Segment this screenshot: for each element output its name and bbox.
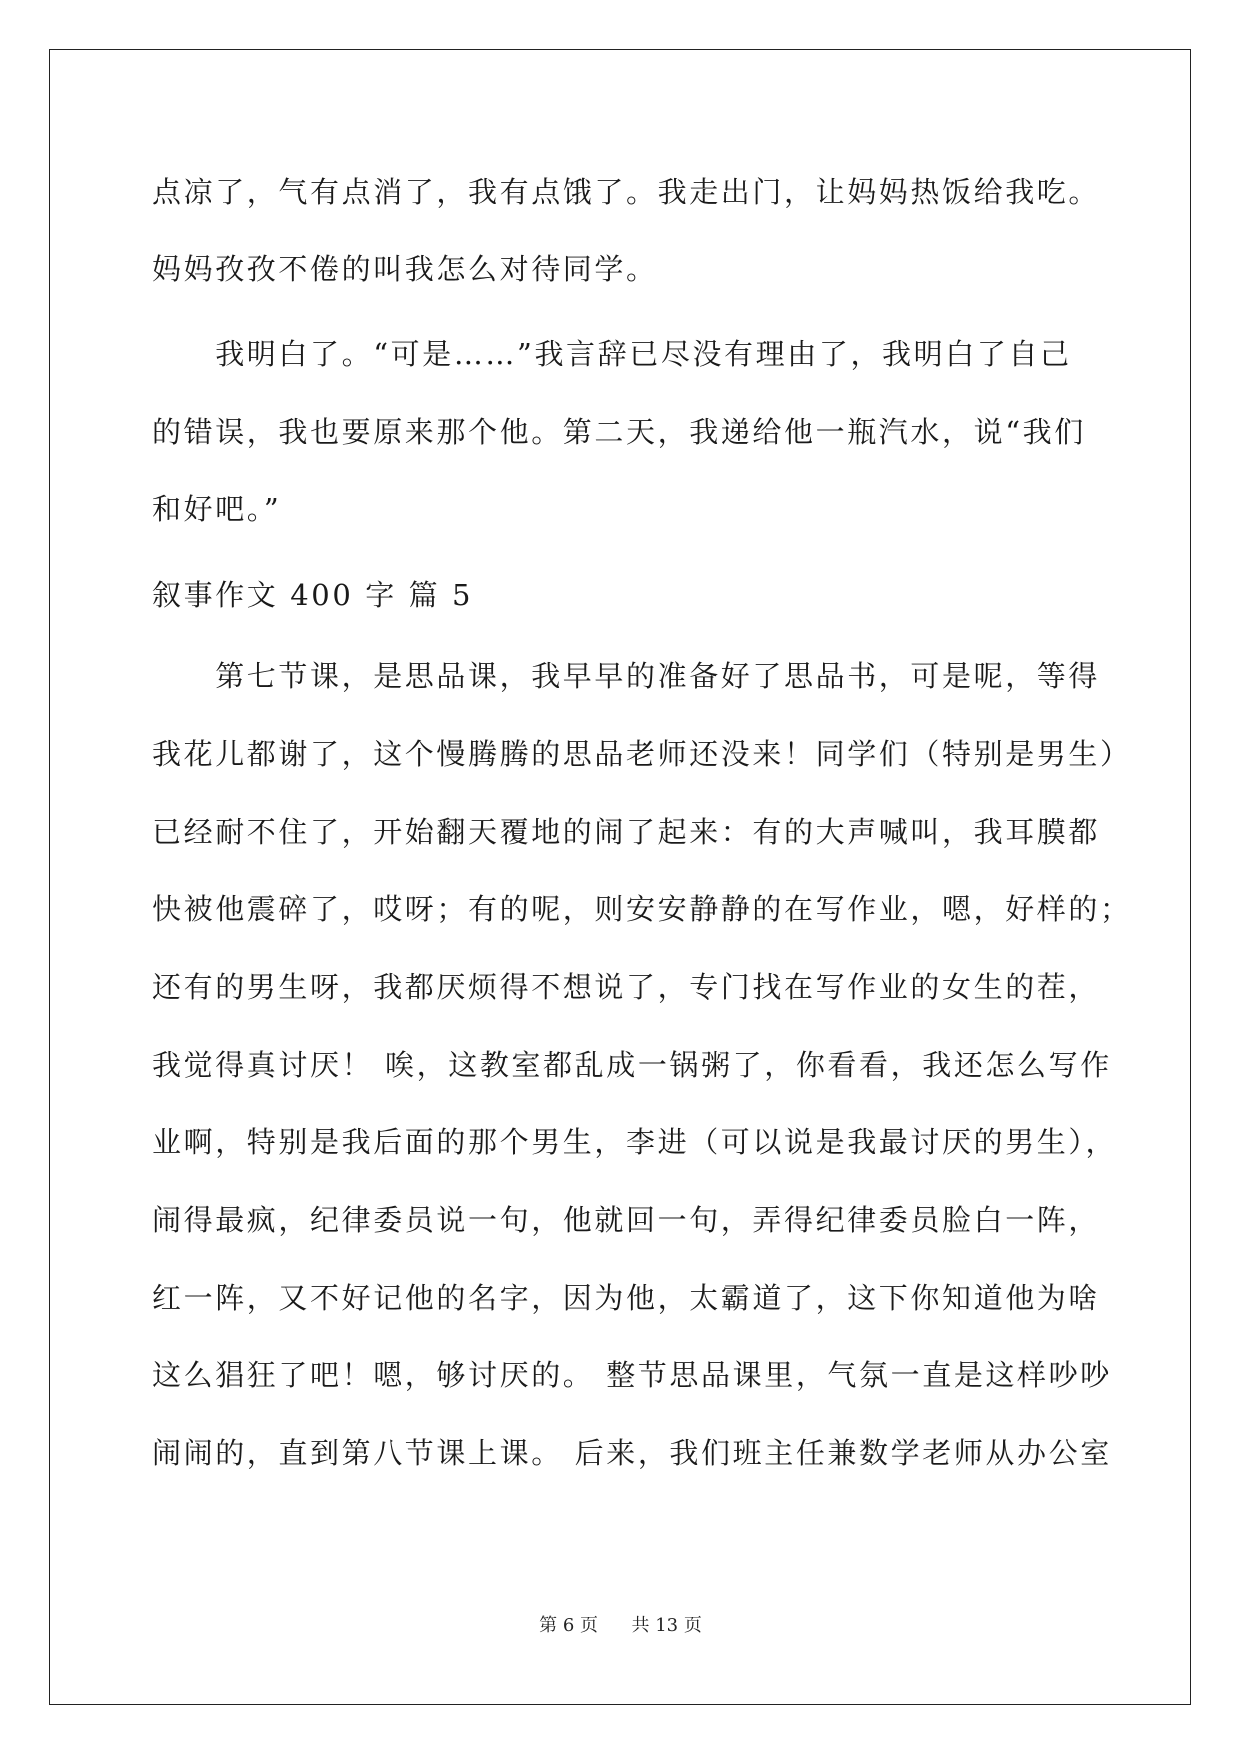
text-line: 我花儿都谢了，这个慢腾腾的思品老师还没来！同学们（特别是男生） <box>152 737 1132 771</box>
text-line: 还有的男生呀，我都厌烦得不想说了，专门找在写作业的女生的茬， <box>152 970 1101 1004</box>
page-footer <box>0 1614 1241 1638</box>
text-line: 红一阵，又不好记他的名字，因为他，太霸道了，这下你知道他为啥 <box>152 1281 1101 1315</box>
text-line: 这么猖狂了吧！嗯，够讨厌的。 整节思品课里，气氛一直是这样吵吵 <box>152 1358 1112 1392</box>
page-total: 共 13 页 <box>631 1615 702 1636</box>
text-line: 已经耐不住了，开始翻天覆地的闹了起来：有的大声喊叫，我耳膜都 <box>152 815 1101 849</box>
text-line: 业啊，特别是我后面的那个男生，李进（可以说是我最讨厌的男生）， <box>152 1125 1118 1159</box>
text-line: 快被他震碎了，哎呀；有的呢，则安安静静的在写作业，嗯，好样的； <box>152 892 1132 926</box>
text-line: 妈妈孜孜不倦的叫我怎么对待同学。 <box>152 252 658 286</box>
text-line: 的错误，我也要原来那个他。第二天，我递给他一瓶汽水，说“我们 <box>152 415 1086 449</box>
page-number: 第 6 页 <box>539 1615 599 1636</box>
text-line: 闹闹的，直到第八节课上课。 后来，我们班主任兼数学老师从办公室 <box>152 1436 1112 1470</box>
text-line: 闹得最疯，纪律委员说一句，他就回一句，弄得纪律委员脸白一阵， <box>152 1203 1101 1237</box>
text-line: 我明白了。“可是……”我言辞已尽没有理由了，我明白了自己 <box>152 337 1072 371</box>
text-line: 和好吧。” <box>152 492 282 526</box>
text-line: 点凉了，气有点消了，我有点饿了。我走出门，让妈妈热饭给我吃。 <box>152 175 1101 209</box>
text-line: 我觉得真讨厌！ 唉，这教室都乱成一锅粥了，你看看，我还怎么写作 <box>152 1048 1112 1082</box>
section-heading: 叙事作文 400 字 篇 5 <box>152 578 474 612</box>
text-line: 第七节课，是思品课，我早早的准备好了思品书，可是呢，等得 <box>152 659 1101 693</box>
